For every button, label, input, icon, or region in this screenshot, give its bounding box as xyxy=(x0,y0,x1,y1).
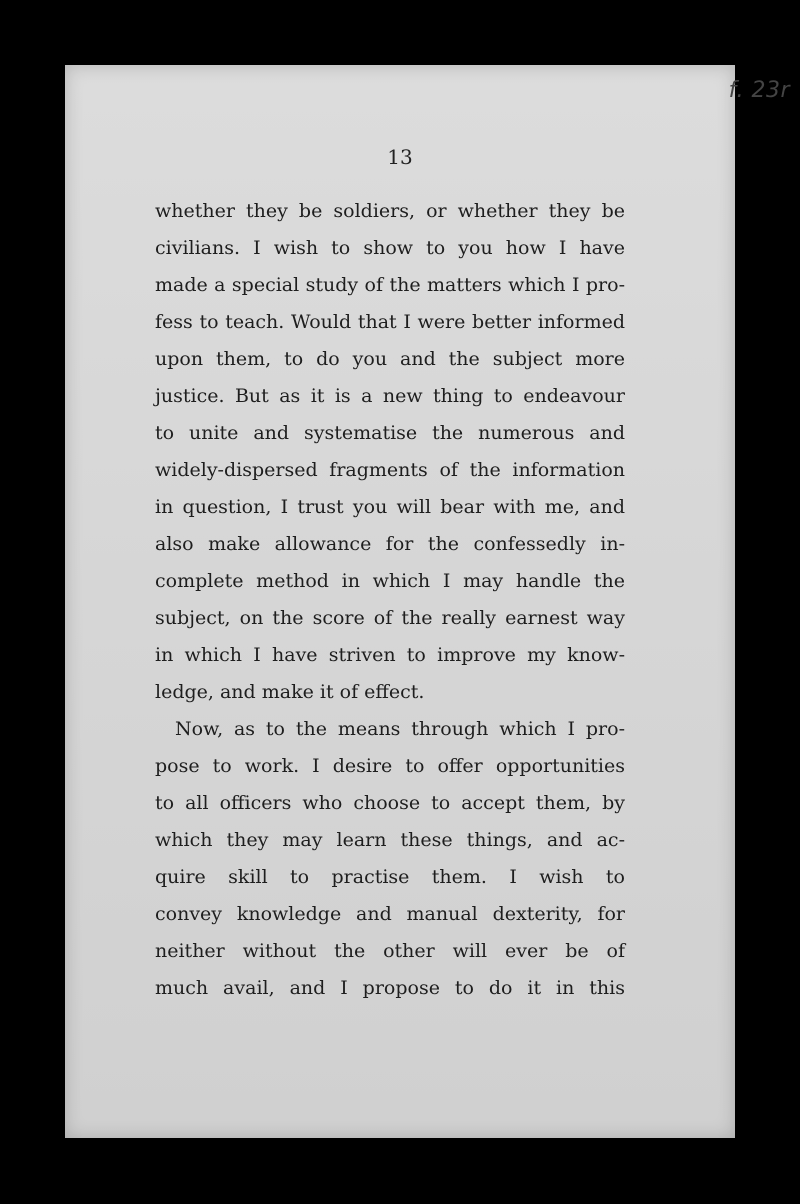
text-line: whether they be soldiers, or whether they be xyxy=(155,200,625,222)
text-line: Now, as to the means through which I pro- xyxy=(175,718,625,740)
text-line: upon them, to do you and the subject more xyxy=(155,348,625,370)
text-line: complete method in which I may handle the xyxy=(155,570,625,592)
text-line: also make allowance for the confessedly in- xyxy=(155,533,625,555)
folio-mark: f. 23r xyxy=(728,78,790,103)
page-number: 13 xyxy=(387,145,413,169)
text-line: in question, I trust you will bear with me, and xyxy=(155,496,625,518)
text-line: convey knowledge and manual dexterity, for xyxy=(155,903,625,925)
text-line: subject, on the score of the really earnest way xyxy=(155,607,625,629)
text-line: civilians. I wish to show to you how I have xyxy=(155,237,625,259)
text-line: justice. But as it is a new thing to endeavour xyxy=(155,385,625,407)
text-line: in which I have striven to improve my know- xyxy=(155,644,625,666)
text-line: which they may learn these things, and ac- xyxy=(155,829,625,851)
text-line: to all officers who choose to accept them, by xyxy=(155,792,625,814)
text-line: widely-dispersed fragments of the information xyxy=(155,459,625,481)
text-line: to unite and systematise the numerous and xyxy=(155,422,625,444)
text-line: quire skill to practise them. I wish to xyxy=(155,866,625,888)
text-line: made a special study of the matters which I pro- xyxy=(155,274,625,296)
text-line: neither without the other will ever be of xyxy=(155,940,625,962)
text-line: much avail, and I propose to do it in this xyxy=(155,977,625,999)
text-line: fess to teach. Would that I were better informed xyxy=(155,311,625,333)
text-line: ledge, and make it of effect. xyxy=(155,681,425,703)
body-text xyxy=(155,193,625,1007)
text-line: pose to work. I desire to offer opportunities xyxy=(155,755,625,777)
